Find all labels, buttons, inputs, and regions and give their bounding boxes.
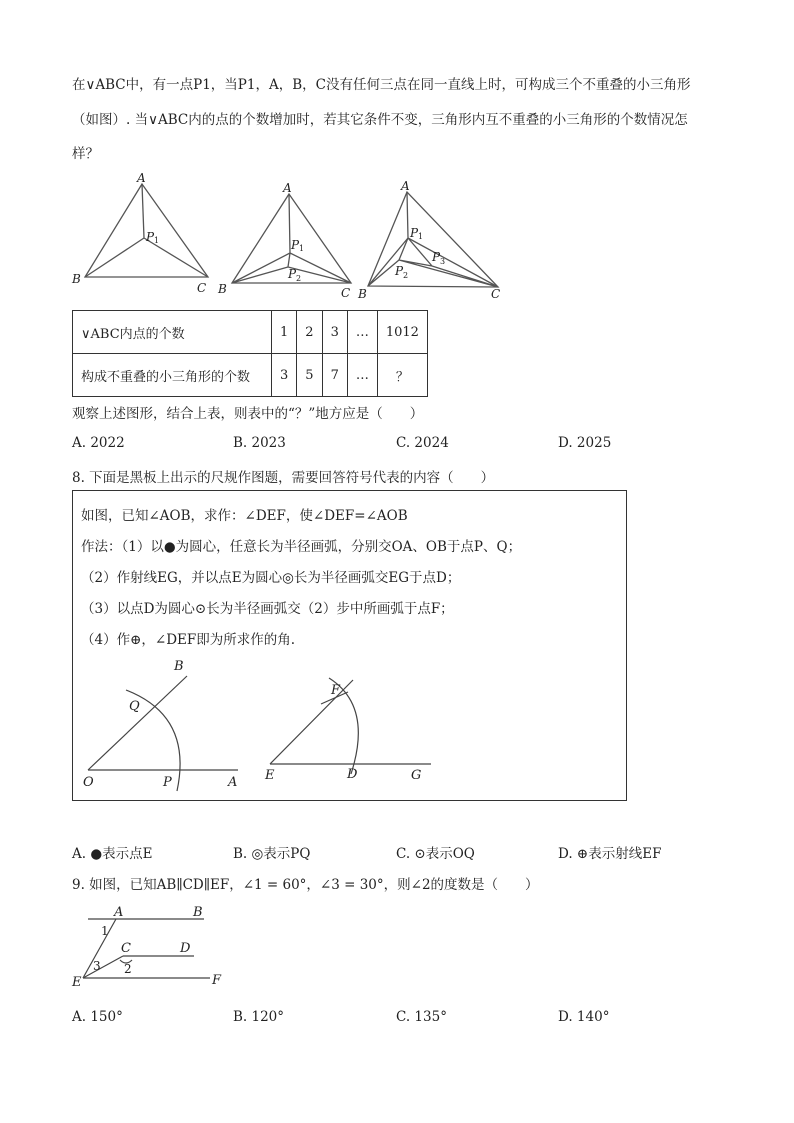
- q8-option-c[interactable]: C. ⊙表示OQ: [396, 846, 475, 862]
- q8-option-a[interactable]: A. ●表示点E: [72, 846, 153, 862]
- table-cell: 3: [322, 311, 347, 354]
- fig1-label-A: A: [137, 171, 146, 185]
- q8-stem: 8. 下面是黑板上出示的尺规作图题，需要回答符号代表的内容（ ）: [72, 470, 495, 486]
- q8-label-B: B: [174, 659, 184, 674]
- table-cell: 1: [272, 311, 297, 354]
- q8-construction-figure: [73, 656, 626, 796]
- fig3-label-B: B: [358, 287, 367, 301]
- svg-text:1: 1: [299, 244, 305, 253]
- q9-angle-2: 2: [124, 962, 132, 976]
- q8-box-line-1: 如图，已知∠AOB，求作：∠DEF，使∠DEF=∠AOB: [81, 508, 408, 524]
- fig2-label-P1: P: [291, 238, 300, 252]
- q7-option-c[interactable]: C. 2024: [396, 435, 449, 451]
- table-cell: …: [347, 311, 377, 354]
- q7-option-d[interactable]: D. 2025: [558, 435, 612, 451]
- fig3-label-P2: P: [395, 264, 404, 278]
- table-row: [73, 354, 428, 397]
- q8-label-G: G: [411, 768, 422, 783]
- table-row: [73, 311, 428, 354]
- q9-label-A: A: [114, 905, 124, 920]
- q9-label-E: E: [72, 975, 82, 990]
- fig2-label-P2: P: [288, 267, 297, 281]
- q9-stem: 9. 如图，已知AB∥CD∥EF，∠1 = 60°，∠3 = 30°，则∠2的度数是（ ）: [72, 877, 539, 893]
- table-cell: 7: [322, 354, 347, 397]
- fig1-label-B: B: [72, 272, 81, 286]
- q9-option-a[interactable]: A. 150°: [72, 1009, 123, 1025]
- q8-box-line-2: 作法：（1）以●为圆心，任意长为半径画弧，分别交OA、OB于点P、Q；: [81, 539, 522, 555]
- q7-triangle-figures: [60, 170, 520, 305]
- q9-option-c[interactable]: C. 135°: [396, 1009, 447, 1025]
- q9-angle-1: 1: [101, 924, 109, 938]
- q7-line-1: 在∨ABC中，有一点P1，当P1，A，B，C没有任何三点在同一直线上时，可构成三个不重叠的小三角形: [72, 77, 691, 93]
- q7-line-2: （如图）. 当∨ABC内的点的个数增加时，若其它条件不变，三角形内互不重叠的小三角形的个数情况怎: [72, 112, 688, 128]
- table-cell: 2: [297, 311, 322, 354]
- table-cell: 3: [272, 354, 297, 397]
- fig3-label-P3: P: [432, 250, 441, 264]
- q7-question: 观察上述图形，结合上表，则表中的“？”地方应是（ ）: [72, 406, 424, 422]
- fig3-label-A: A: [401, 179, 410, 193]
- fig1-label-P: P: [146, 230, 155, 244]
- svg-text:2: 2: [403, 271, 409, 280]
- q7-option-b[interactable]: B. 2023: [233, 435, 286, 451]
- q8-label-E: E: [265, 768, 275, 783]
- table-cell: 1012: [377, 311, 427, 354]
- q8-box-line-3: （2）作射线EG，并以点E为圆心◎长为半径画弧交EG于点D；: [81, 570, 461, 586]
- fig2-label-A: A: [283, 181, 292, 195]
- q9-angle-3: 3: [93, 959, 101, 973]
- q9-label-F: F: [212, 973, 222, 988]
- q8-blackboard-box: [72, 490, 627, 801]
- q7-count-table: [72, 310, 428, 397]
- q8-option-b[interactable]: B. ◎表示PQ: [233, 846, 311, 862]
- table-cell: ？: [377, 354, 427, 397]
- q8-box-line-4: （3）以点D为圆心⊙长为半径画弧交（2）步中所画弧于点F；: [81, 601, 454, 617]
- q9-option-d[interactable]: D. 140°: [558, 1009, 610, 1025]
- fig3-label-C: C: [491, 287, 501, 301]
- svg-text:1: 1: [418, 232, 424, 241]
- table-cell: 5: [297, 354, 322, 397]
- q8-label-P: P: [163, 775, 172, 790]
- q8-label-F: F: [331, 683, 341, 698]
- table-cell: ∨ABC内点的个数: [73, 311, 272, 354]
- table-cell: 构成不重叠的小三角形的个数: [73, 354, 272, 397]
- svg-text:2: 2: [296, 274, 302, 283]
- q9-label-C: C: [121, 941, 131, 956]
- q7-line-3: 样？: [72, 146, 99, 162]
- q8-label-D: D: [347, 767, 358, 782]
- q8-label-Q: Q: [129, 699, 140, 714]
- q9-parallel-lines-figure: [68, 900, 238, 995]
- table-cell: …: [347, 354, 377, 397]
- q9-label-B: B: [193, 905, 203, 920]
- svg-text:3: 3: [440, 257, 446, 266]
- q9-label-D: D: [180, 941, 191, 956]
- q8-box-line-5: （4）作⊕，∠DEF即为所求作的角.: [81, 632, 296, 648]
- q7-option-a[interactable]: A. 2022: [72, 435, 125, 451]
- fig2-label-C: C: [341, 286, 351, 300]
- fig1-label-C: C: [197, 281, 207, 295]
- fig2-label-B: B: [218, 282, 227, 296]
- svg-text:1: 1: [154, 236, 160, 245]
- fig3-label-P1: P: [410, 226, 419, 240]
- q8-label-O: O: [83, 775, 94, 790]
- q8-label-A: A: [228, 775, 238, 790]
- q9-option-b[interactable]: B. 120°: [233, 1009, 285, 1025]
- q8-option-d[interactable]: D. ⊕表示射线EF: [558, 846, 662, 862]
